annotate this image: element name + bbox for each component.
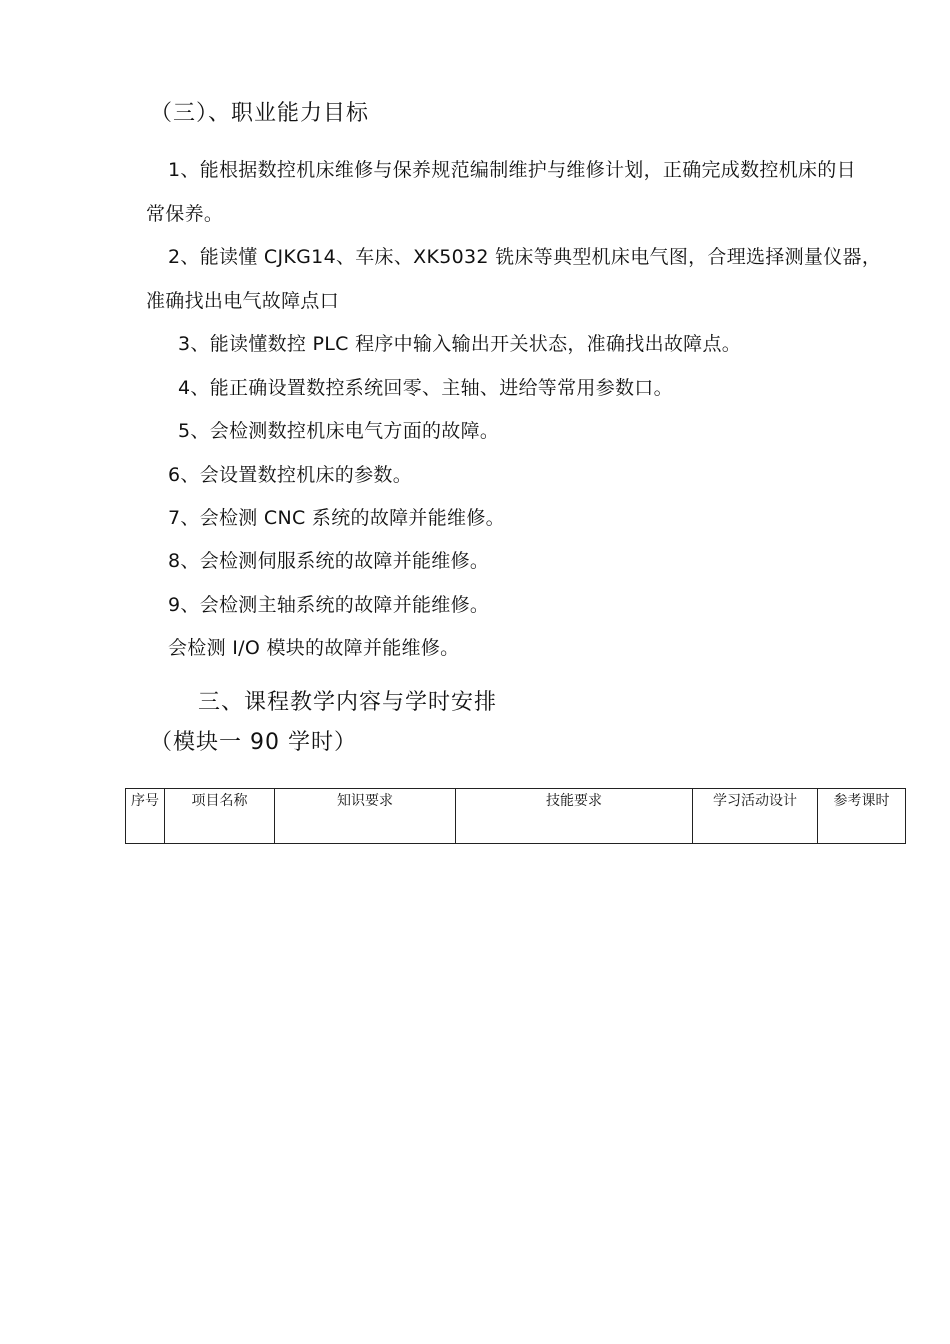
ability-item-3: 3、能读懂数控 PLC 程序中输入输出开关状态，准确找出故障点。	[178, 333, 742, 355]
header-cell-skill-requirements: 技能要求	[456, 789, 693, 844]
ability-item-8: 8、会检测伺服系统的故障并能维修。	[168, 550, 490, 572]
header-cell-index: 序号	[126, 789, 165, 844]
header-cell-reference-hours: 参考课时	[818, 789, 906, 844]
ability-item-2: 2、能读懂 CJKG14、车床、XK5032 铣床等典型机床电气图，合理选择测量仪器，	[168, 246, 882, 268]
ability-item-6: 6、会设置数控机床的参数。	[168, 464, 412, 486]
ability-item-1: 1、能根据数控机床维修与保养规范编制维护与维修计划，正确完成数控机床的日	[168, 159, 856, 181]
ability-item-5: 5、会检测数控机床电气方面的故障。	[178, 420, 500, 442]
section-heading: （三）、职业能力目标	[150, 101, 370, 126]
ability-item-10: 会检测 I/O 模块的故障并能维修。	[168, 637, 460, 659]
ability-item-7: 7、会检测 CNC 系统的故障并能维修。	[168, 507, 505, 529]
ability-item-9: 9、会检测主轴系统的故障并能维修。	[168, 594, 490, 616]
module-label: （模块一 90 学时）	[150, 730, 357, 755]
header-cell-project-name: 项目名称	[165, 789, 275, 844]
ability-item-2-cont: 准确找出电气故障点口	[146, 290, 340, 312]
course-schedule-table	[125, 788, 906, 844]
header-cell-activity-design: 学习活动设计	[693, 789, 818, 844]
header-cell-knowledge-requirements: 知识要求	[275, 789, 456, 844]
ability-item-1-cont: 常保养。	[146, 203, 224, 225]
table-header-row	[126, 789, 906, 844]
main-heading: 三、课程教学内容与学时安排	[198, 690, 498, 715]
ability-item-4: 4、能正确设置数控系统回零、主轴、进给等常用参数口。	[178, 377, 673, 399]
